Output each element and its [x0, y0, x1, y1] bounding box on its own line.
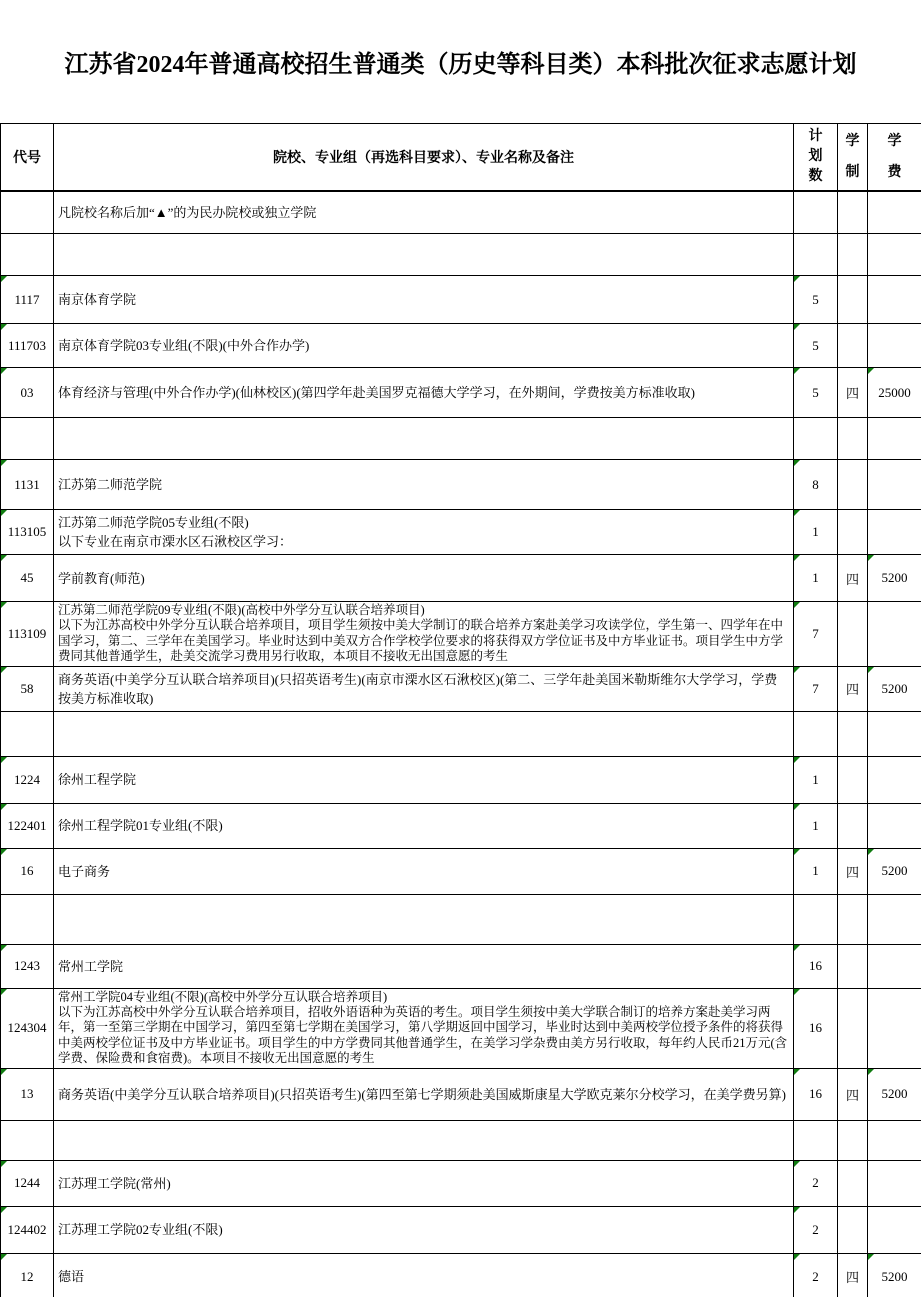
duration-cell: 四 — [838, 1068, 868, 1120]
tuition-cell — [868, 1160, 921, 1206]
plan-cell — [794, 894, 838, 944]
code-cell: 1243 — [1, 944, 54, 988]
code-cell: 1224 — [1, 756, 54, 803]
header-tuition: 学费 — [868, 124, 921, 191]
duration-cell — [838, 1160, 868, 1206]
program-cell: 电子商务 — [54, 848, 794, 894]
plan-cell — [794, 1120, 838, 1160]
plan-cell: 5 — [794, 324, 838, 368]
duration-cell: 四 — [838, 666, 868, 711]
tuition-cell — [868, 191, 921, 234]
duration-cell: 四 — [838, 555, 868, 602]
code-cell: 03 — [1, 368, 54, 418]
duration-cell — [838, 234, 868, 276]
table-row — [1, 276, 921, 324]
duration-cell — [838, 894, 868, 944]
duration-cell — [838, 988, 868, 1068]
code-cell: 124402 — [1, 1206, 54, 1253]
header-plan: 计划数 — [794, 124, 838, 191]
plan-cell: 1 — [794, 555, 838, 602]
tuition-cell — [868, 1120, 921, 1160]
plan-cell: 8 — [794, 460, 838, 510]
tuition-cell — [868, 510, 921, 555]
table-row — [1, 510, 921, 555]
tuition-cell: 5200 — [868, 1068, 921, 1120]
program-cell — [54, 418, 794, 460]
plan-cell: 2 — [794, 1160, 838, 1206]
duration-cell — [838, 418, 868, 460]
code-cell: 124304 — [1, 988, 54, 1068]
duration-cell — [838, 1120, 868, 1160]
program-cell: 商务英语(中美学分互认联合培养项目)(只招英语考生)(第四至第七学期须赴美国威斯康星大学欧克莱尔分校学习，在美学费另算) — [54, 1068, 794, 1120]
table-row — [1, 988, 921, 1068]
program-cell: 商务英语(中美学分互认联合培养项目)(只招英语考生)(南京市溧水区石湫校区)(第二、三学年赴美国米勒斯维尔大学学习，学费按美方标准收取) — [54, 666, 794, 711]
tuition-cell — [868, 418, 921, 460]
table-row — [1, 368, 921, 418]
duration-cell — [838, 944, 868, 988]
duration-cell — [838, 191, 868, 234]
plan-cell — [794, 234, 838, 276]
table-row — [1, 555, 921, 602]
duration-cell — [838, 711, 868, 756]
duration-cell — [838, 460, 868, 510]
duration-cell — [838, 756, 868, 803]
code-cell — [1, 191, 54, 234]
plan-cell: 2 — [794, 1253, 838, 1297]
tuition-cell — [868, 1206, 921, 1253]
program-cell: 江苏理工学院02专业组(不限) — [54, 1206, 794, 1253]
program-cell: 德语 — [54, 1253, 794, 1297]
duration-cell — [838, 803, 868, 848]
plan-cell: 2 — [794, 1206, 838, 1253]
table-row — [1, 1206, 921, 1253]
tuition-cell — [868, 324, 921, 368]
program-cell: 江苏第二师范学院09专业组(不限)(高校中外学分互认联合培养项目) 以下为江苏高校中外学分互认联合培养项目，项目学生须按中美大学制订的联合培养方案赴美学习攻读学位，学生第一、四学年在中国学习，第二、三学年在美国学习。毕业时达到中美双方合作学校学位要求的将获得双方学位证书及中方毕业证书。项目学生中方学费同其他普通学生，赴美交流学习费用另行收取，本项目不接收无出国意愿的考生 — [54, 602, 794, 667]
plan-cell — [794, 191, 838, 234]
code-cell: 1131 — [1, 460, 54, 510]
code-cell — [1, 1120, 54, 1160]
program-cell: 学前教育(师范) — [54, 555, 794, 602]
tuition-cell — [868, 803, 921, 848]
code-cell: 113105 — [1, 510, 54, 555]
table-row — [1, 848, 921, 894]
header-duration: 学制 — [838, 124, 868, 191]
plan-cell: 16 — [794, 1068, 838, 1120]
duration-cell — [838, 276, 868, 324]
program-cell: 江苏第二师范学院05专业组(不限) 以下专业在南京市溧水区石湫校区学习： — [54, 510, 794, 555]
code-cell: 12 — [1, 1253, 54, 1297]
code-cell: 122401 — [1, 803, 54, 848]
tuition-cell — [868, 944, 921, 988]
table-row — [1, 894, 921, 944]
tuition-cell — [868, 988, 921, 1068]
table-row — [1, 1120, 921, 1160]
code-cell — [1, 894, 54, 944]
table-row — [1, 1068, 921, 1120]
table-row — [1, 1253, 921, 1297]
document-table — [0, 123, 921, 1297]
code-cell — [1, 418, 54, 460]
program-cell: 凡院校名称后加“▲”的为民办院校或独立学院 — [54, 191, 794, 234]
table-row — [1, 756, 921, 803]
table-row — [1, 602, 921, 667]
duration-cell: 四 — [838, 848, 868, 894]
table-row — [1, 324, 921, 368]
duration-cell: 四 — [838, 368, 868, 418]
program-cell — [54, 1120, 794, 1160]
plan-cell: 1 — [794, 510, 838, 555]
code-cell: 111703 — [1, 324, 54, 368]
header-code: 代号 — [1, 124, 54, 191]
page-title: 江苏省2024年普通高校招生普通类（历史等科目类）本科批次征求志愿计划 — [64, 52, 857, 78]
plan-cell: 16 — [794, 988, 838, 1068]
plan-cell: 7 — [794, 666, 838, 711]
code-cell: 58 — [1, 666, 54, 711]
program-cell — [54, 711, 794, 756]
table-row — [1, 234, 921, 276]
tuition-cell: 5200 — [868, 666, 921, 711]
tuition-cell — [868, 276, 921, 324]
plan-cell: 1 — [794, 803, 838, 848]
code-cell: 13 — [1, 1068, 54, 1120]
tuition-cell: 25000 — [868, 368, 921, 418]
tuition-cell — [868, 711, 921, 756]
program-cell: 徐州工程学院 — [54, 756, 794, 803]
table-row — [1, 803, 921, 848]
table-row — [1, 711, 921, 756]
tuition-cell — [868, 894, 921, 944]
code-cell — [1, 711, 54, 756]
program-cell: 常州工学院04专业组(不限)(高校中外学分互认联合培养项目) 以下为江苏高校中外学分互认联合培养项目，招收外语语种为英语的考生。项目学生须按中美大学联合制订的培养方案赴美学习两年，第一至第三学期在中国学习，第四至第七学期在美国学习，第八学期返回中国学习，毕业时达到中美两校学位授予条件的将获得中美两校学位证书及中方毕业证书。项目学生的中方学费同其他普通学生，在美学习学杂费由美方另行收取，每年约人民币21万元(含学费、保险费和食宿费)。本项目不接收无出国意愿的考生 — [54, 988, 794, 1068]
duration-cell — [838, 602, 868, 667]
tuition-cell — [868, 602, 921, 667]
tuition-cell — [868, 460, 921, 510]
table-row — [1, 944, 921, 988]
code-cell — [1, 234, 54, 276]
header-row — [1, 124, 921, 191]
duration-cell — [838, 324, 868, 368]
plan-cell: 1 — [794, 756, 838, 803]
program-cell: 南京体育学院 — [54, 276, 794, 324]
table-row — [1, 418, 921, 460]
plan-cell: 1 — [794, 848, 838, 894]
plan-cell: 5 — [794, 276, 838, 324]
program-cell — [54, 894, 794, 944]
program-cell — [54, 234, 794, 276]
plan-cell — [794, 711, 838, 756]
tuition-cell: 5200 — [868, 555, 921, 602]
table-row — [1, 191, 921, 234]
table-row — [1, 1160, 921, 1206]
plan-cell: 7 — [794, 602, 838, 667]
table-row — [1, 666, 921, 711]
program-cell: 常州工学院 — [54, 944, 794, 988]
tuition-cell: 5200 — [868, 1253, 921, 1297]
table-row — [1, 460, 921, 510]
program-cell: 江苏第二师范学院 — [54, 460, 794, 510]
header-program: 院校、专业组（再选科目要求）、专业名称及备注 — [54, 124, 794, 191]
plan-cell: 5 — [794, 368, 838, 418]
program-cell: 徐州工程学院01专业组(不限) — [54, 803, 794, 848]
code-cell: 113109 — [1, 602, 54, 667]
plan-cell: 16 — [794, 944, 838, 988]
code-cell: 1244 — [1, 1160, 54, 1206]
program-cell: 南京体育学院03专业组(不限)(中外合作办学) — [54, 324, 794, 368]
duration-cell — [838, 1206, 868, 1253]
program-cell: 江苏理工学院(常州) — [54, 1160, 794, 1206]
code-cell: 45 — [1, 555, 54, 602]
duration-cell — [838, 510, 868, 555]
program-cell: 体育经济与管理(中外合作办学)(仙林校区)(第四学年赴美国罗克福德大学学习，在外期间，学费按美方标准收取) — [54, 368, 794, 418]
code-cell: 1117 — [1, 276, 54, 324]
code-cell: 16 — [1, 848, 54, 894]
plan-cell — [794, 418, 838, 460]
tuition-cell — [868, 234, 921, 276]
tuition-cell — [868, 756, 921, 803]
tuition-cell: 5200 — [868, 848, 921, 894]
duration-cell: 四 — [838, 1253, 868, 1297]
